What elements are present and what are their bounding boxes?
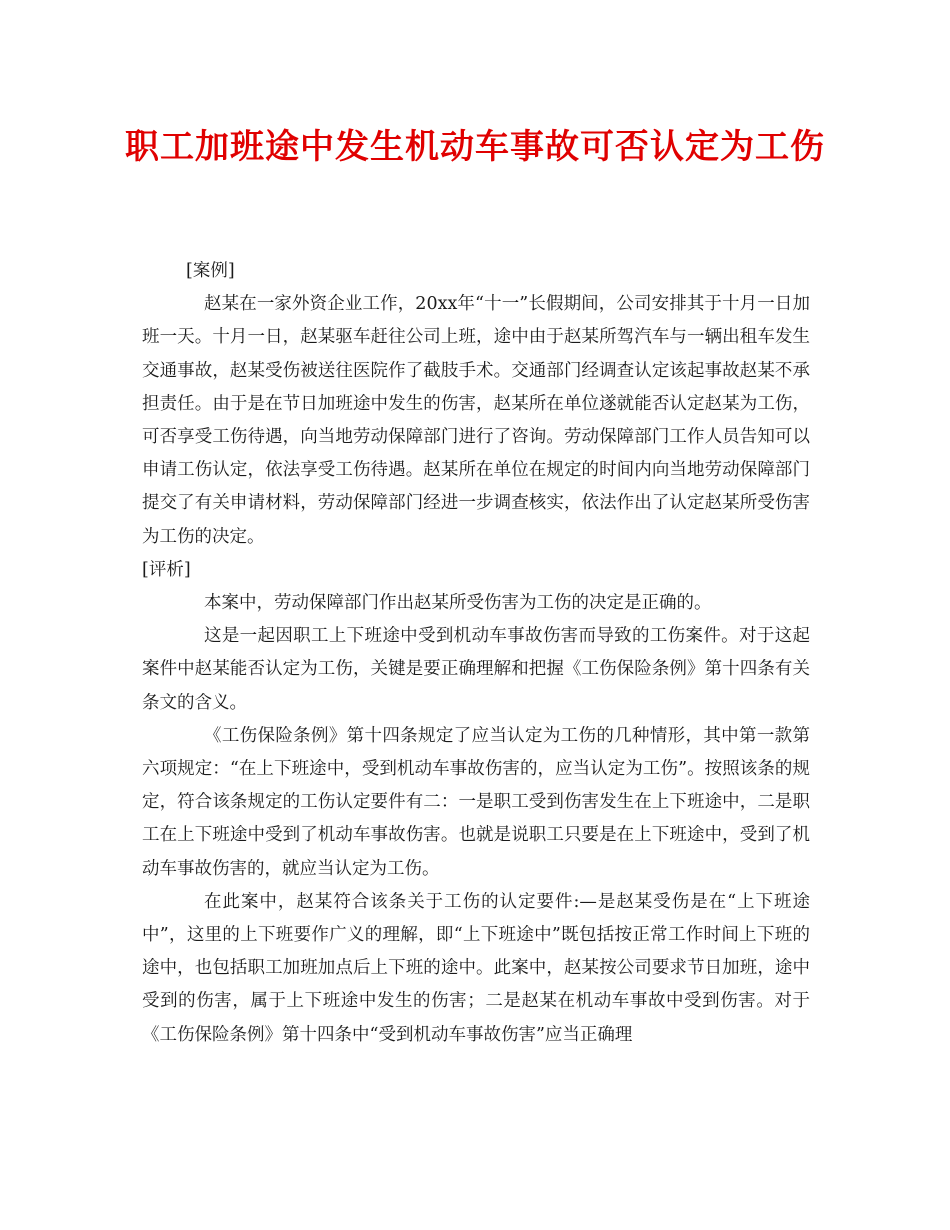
document-body [142, 255, 810, 1052]
review-paragraph: 在此案中，赵某符合该条关于工伤的认定要件:—是赵某受伤是在“上下班途中”，这里的上下班要作广义的理解，即“上下班途中”既包括按正常工作时间上下班的途中，也包括职工加班加点后上下班的途中。此案中，赵某按公司要求节日加班，途中受到的伤害，属于上下班途中发生的伤害；二是赵某在机动车事故中受到伤害。对于《工伤保险条例》第十四条中“受到机动车事故伤害”应当正确理 [142, 891, 810, 1045]
review-paragraph: 这是一起因职工上下班途中受到机动车事故伤害而导致的工伤案件。对于这起案件中赵某能否认定为工伤，关键是要正确理解和把握《工伤保险条例》第十四条有关条文的含义。 [142, 626, 810, 713]
review-paragraph: 《工伤保险条例》第十四条规定了应当认定为工伤的几种情形，其中第一款第六项规定：“在上下班途中，受到机动车事故伤害的，应当认定为工伤”。按照该条的规定，符合该条规定的工伤认定要件有二：一是职工受到伤害发生在上下班途中，二是职工在上下班途中受到了机动车事故伤害。也就是说职工只要是在上下班途中，受到了机动车事故伤害的，就应当认定为工伤。 [142, 725, 810, 879]
review-label: [评析] [142, 559, 191, 580]
document-title: 职工加班途中发生机动车事故可否认定为工伤 [125, 127, 825, 167]
case-label: [案例] [186, 261, 235, 281]
review-paragraph: 本案中，劳动保障部门作出赵某所受伤害为工伤的决定是正确的。 [204, 593, 712, 614]
case-paragraph: 赵某在一家外资企业工作，20xx年“十一”长假期间，公司安排其于十月一日加班一天。十月一日，赵某驱车赶往公司上班，途中由于赵某所驾汽车与一辆出租车发生交通事故，赵某受伤被送往医院作了截肢手术。交通部门经调查认定该起事故赵某不承担责任。由于是在节日加班途中发生的伤害，赵某所在单位遂就能否认定赵某为工伤，可否享受工伤待遇，向当地劳动保障部门进行了咨询。劳动保障部门工作人员告知可以申请工伤认定，依法享受工伤待遇。赵某所在单位在规定的时间内向当地劳动保障部门提交了有关申请材料，劳动保障部门经进一步调查核实，依法作出了认定赵某所受伤害为工伤的决定。 [142, 294, 810, 547]
